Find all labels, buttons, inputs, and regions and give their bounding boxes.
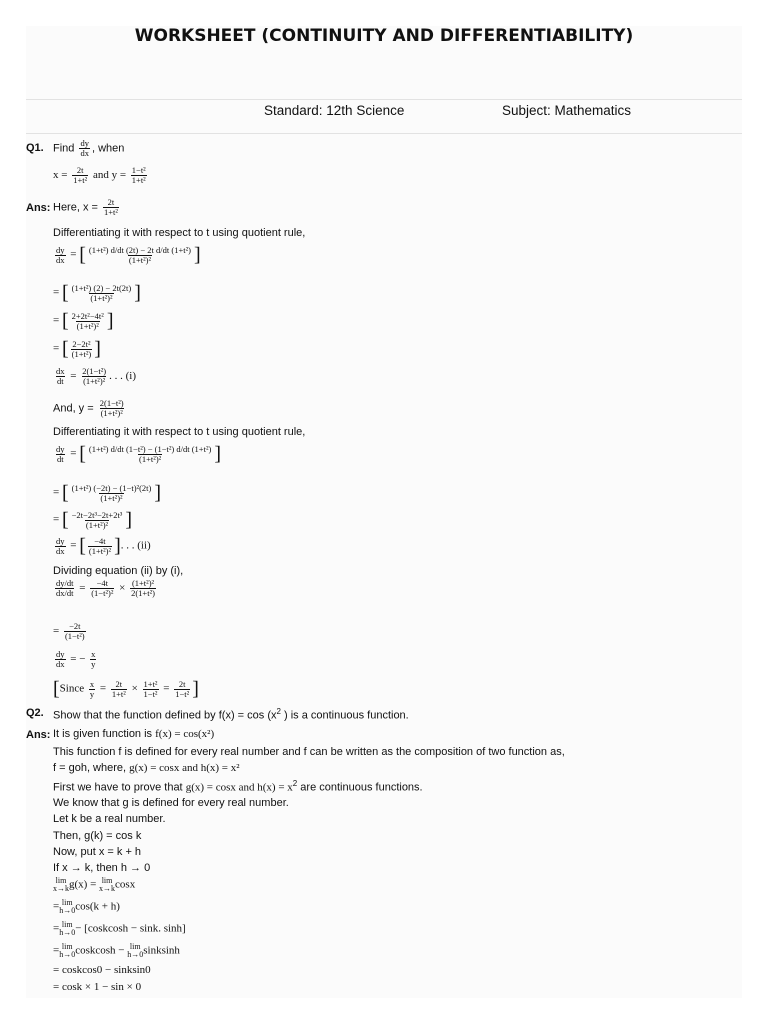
sf3-den: 1−t² <box>175 688 190 699</box>
q1-dy: dy <box>80 138 89 148</box>
lim4b-b: h→0 <box>127 950 144 959</box>
y-num: 2(1−t²) <box>99 398 124 408</box>
q2-sup: 2 <box>276 707 281 716</box>
y-den: (1+t²)² <box>100 407 123 418</box>
result-ii: $\frac{dy}{dx}$ = [ $\frac{-4t}{\text{(1+t²)²}}$ ]. . . (ii) <box>56 535 151 557</box>
ri-den: (1+t²)² <box>83 375 106 386</box>
step-t3: = [ $\frac{\text{−2t−2t³−2t+2t³}}{\text{(1+t²)²}}$ ] <box>53 509 133 531</box>
and-y-text: And, y = <box>53 402 94 415</box>
sf2-num: 1+t² <box>143 678 158 689</box>
lim4-b: h→0 <box>59 950 76 959</box>
since-text: Since <box>59 682 85 695</box>
ans2-l1: It is given function is <box>53 728 153 740</box>
s1-dx: dx <box>56 254 65 265</box>
s2-den: (1+t²)² <box>90 292 113 303</box>
t1-den: (1+t²)² <box>139 453 162 464</box>
lim-line-1 <box>53 877 135 893</box>
fr-dy: dy <box>56 649 65 659</box>
final-result <box>53 650 98 669</box>
t3-num: −2t−2t³−2t+2t³ <box>71 509 123 520</box>
ans2-l4a: First we have to prove that <box>53 781 183 794</box>
q2-question <box>53 707 409 723</box>
lim4-b-text: sinksinh <box>143 944 180 957</box>
fr-x: x <box>91 649 96 659</box>
ans1-x-num: 2t <box>107 197 115 207</box>
times-sign: × <box>119 581 126 594</box>
q1-when: , when <box>91 142 125 155</box>
q1-x-eq: x = <box>53 168 68 181</box>
ans2-l4b: are continuous functions. <box>297 781 423 794</box>
t4-num: −4t <box>94 535 106 546</box>
ans2-line-6: Let k be a real number. <box>53 813 166 825</box>
ans2-l4sup: 2 <box>292 779 298 788</box>
ans1-diff-line: Differentiating it with respect to t using quotient rule, <box>53 227 306 239</box>
ans2-line-1 <box>53 728 214 741</box>
ans2-line-7: Then, g(k) = cos k <box>53 830 142 842</box>
lim1-b-text: cosx <box>115 878 136 891</box>
sf3-num: 2t <box>178 678 186 689</box>
ans2-line-2: This function f is defined for every real number and f can be written as the composition of two function as, <box>53 746 565 758</box>
rii-dy: dy <box>56 535 65 546</box>
sf1-den: 1+t² <box>111 688 126 699</box>
header-rule-top <box>26 99 742 100</box>
ans2-line-5: We know that g is defined for every real number. <box>53 797 289 809</box>
divide-result: = $\frac{-2t}{\text{(1−t²)}}$ <box>53 621 85 641</box>
q1-and-y: and y = <box>92 168 127 181</box>
since-y: y <box>89 688 95 699</box>
lim1-a: g(x) = <box>69 878 97 891</box>
ri-dx: dx <box>56 366 65 376</box>
lim3-b: h→0 <box>59 928 76 937</box>
since-x: x <box>89 678 95 689</box>
q1-x-num: 2t <box>76 165 84 175</box>
s3-num: 2+2t²−4t² <box>71 310 104 321</box>
s1-den: (1+t²)² <box>128 254 152 265</box>
t2-num: (1+t²) (−2t) − (1−t)²(2t) <box>71 482 152 493</box>
worksheet-page <box>26 26 742 998</box>
s3-den: (1+t²)² <box>76 320 99 331</box>
divide-step: $\frac{dy/dt}{dx/dt}$ = $\frac{-4t}{\text{(1−t²)²}}$ × $\frac{\text{(1+t²)²}}{\text{2(1+t²)}}$ <box>56 578 155 598</box>
q2-text-a: Show that the function defined by f(x) = cos (x <box>53 709 277 722</box>
lim-line-5: = coskcos0 − sinksin0 <box>53 964 151 976</box>
fr-y: y <box>91 658 96 669</box>
ri-num: 2(1−t²) <box>82 366 107 376</box>
ans1-label: Ans: <box>26 202 51 214</box>
ans1-here-text: Here, x = <box>53 201 98 214</box>
lim-line-3: = lim h→0 − [coskcosh − sink. sinh] <box>53 920 186 937</box>
lim1-b: x→k <box>53 884 69 893</box>
q1-find: Find <box>53 142 75 155</box>
dividing-line: Dividing equation (ii) by (i), <box>53 565 184 577</box>
q2-label: Q2. <box>26 707 44 719</box>
page-title: WORKSHEET (CONTINUITY AND DIFFERENTIABILITY) <box>134 26 634 46</box>
q1-dx: dx <box>80 147 89 158</box>
subject-label: Subject: Mathematics <box>502 103 632 118</box>
ans1-x-den: 1+t² <box>104 206 118 217</box>
ans2-line-9: If x → k, then h → 0 <box>53 862 151 874</box>
lim4b-t: lim <box>129 942 141 951</box>
t4-den: (1+t²)² <box>88 545 112 556</box>
lim4-t: lim <box>61 942 73 951</box>
q1-question <box>53 139 124 158</box>
step-t1: $\frac{dy}{dt}$ = [ $\frac{\text{(1+t²) d/dt (1−t²) − (1−t²) d/dt (1+t²)}}{\text{(1+t²)²}}$ ] <box>56 443 222 465</box>
ans2-line-3 <box>53 762 240 775</box>
ans2-l1m: f(x) = cos(x²) <box>155 728 215 740</box>
ans2-l3a: f = goh, where, <box>53 762 127 774</box>
lim4-a: coskcosh − <box>75 944 125 957</box>
lim2-b: h→0 <box>59 906 76 915</box>
t3-den: (1+t²)² <box>85 519 109 530</box>
sf1-num: 2t <box>115 678 123 689</box>
d1-den: (1−t²)² <box>91 587 114 598</box>
s1-num: (1+t²) d/dt (2t) − 2t d/dt (1+t²) <box>88 244 191 255</box>
t1-dy: dy <box>56 443 65 454</box>
q1-dydx <box>79 139 90 158</box>
s4-num: 2−2t² <box>72 338 91 349</box>
ans1-diff-line-2: Differentiating it with respect to t using quotient rule, <box>53 426 306 438</box>
lim2-text: cos(k + h) <box>75 900 120 913</box>
ans2-l3m: g(x) = cosx and h(x) = x² <box>129 762 240 774</box>
lim-line-4: = lim h→0 coskcosh − lim h→0 sinksinh <box>53 942 180 959</box>
d1-num: −4t <box>96 578 108 588</box>
ans2-label: Ans: <box>26 729 51 741</box>
lim1b-t: lim <box>101 876 113 885</box>
step-3: = [ $\frac{\text{2+2t²−4t²}}{\text{(1+t²)²}}$ ] <box>53 310 114 332</box>
q2-text-b: ) is a continuous function. <box>280 709 409 722</box>
q1-label: Q1. <box>26 142 44 154</box>
ans2-line-8: Now, put x = k + h <box>53 846 142 858</box>
q1-equations <box>53 166 149 185</box>
d2-den: 2(1+t²) <box>131 587 155 598</box>
lim1b-b: x→k <box>99 884 116 893</box>
eq-ii: . . . (ii) <box>120 539 151 552</box>
lim3-text: − [coskcosh − sink. sinh] <box>75 922 186 935</box>
t1-num: (1+t²) d/dt (1−t²) − (1−t²) d/dt (1+t²) <box>88 443 212 454</box>
step-2: = [ $\frac{\text{(1+t²) (2) − 2t(2t)}}{\text{(1+t²)²}}$ ] <box>53 282 141 304</box>
lim2-t: lim <box>61 898 73 907</box>
q1-x-den: 1+t² <box>73 174 88 185</box>
header-rule-bottom <box>26 133 742 134</box>
eq-i: . . . (i) <box>109 369 136 382</box>
fr-dx: dx <box>56 658 65 669</box>
ans2-line-4 <box>53 779 423 795</box>
standard-label: Standard: 12th Science <box>264 103 405 118</box>
fr-minus: = − <box>70 652 86 665</box>
s2-num: (1+t²) (2) − 2t(2t) <box>71 282 132 293</box>
s1-dy: dy <box>56 244 65 255</box>
step-4: = [ $\frac{\text{2−2t²}}{\text{(1+t²)}}$ ] <box>53 338 101 360</box>
sf2-den: 1−t² <box>143 688 158 699</box>
since-line: [Since $\frac{x}{y}$ = $\frac{2t}{\text{1+t²}}$ × $\frac{\text{1+t²}}{\text{1−t²}}$ = $\frac{2t}{\text{1−t²}}$ ] <box>53 678 199 700</box>
lim-line-2: = lim h→0 cos(k + h) <box>53 898 120 915</box>
d2-num: (1+t²)² <box>131 578 155 588</box>
s4-den: (1+t²) <box>71 348 92 359</box>
lim1-t: lim <box>55 876 67 885</box>
step-1: $\frac{dy}{dx}$ = [ $\frac{\text{(1+t²) d/dt (2t) − 2t d/dt (1+t²)}}{\text{(1+t²)²}}$ ] <box>56 244 201 266</box>
step-t2: = [ $\frac{\text{(1+t²) (−2t) − (1−t)²(2t)}}{\text{(1+t²)²}}$ ] <box>53 482 162 504</box>
result-i: $\frac{dx}{dt}$ = $\frac{\text{2(1−t²)}}{\text{(1+t²)²}}$ . . . (i) <box>56 366 136 386</box>
ans2-l4m: g(x) = cosx and h(x) = x <box>185 781 293 794</box>
and-y <box>53 399 127 418</box>
q1-y-num: 1−t² <box>131 165 146 175</box>
e1-den: (1−t²) <box>64 630 85 641</box>
q1-y-den: 1+t² <box>131 174 146 185</box>
ans1-here <box>53 198 121 217</box>
e1-num: −2t <box>69 621 81 631</box>
rii-dx: dx <box>56 545 65 556</box>
lim3-t: lim <box>61 920 73 929</box>
lim-line-6: = cosk × 1 − sin × 0 <box>53 981 142 993</box>
t2-den: (1+t²)² <box>100 492 123 503</box>
